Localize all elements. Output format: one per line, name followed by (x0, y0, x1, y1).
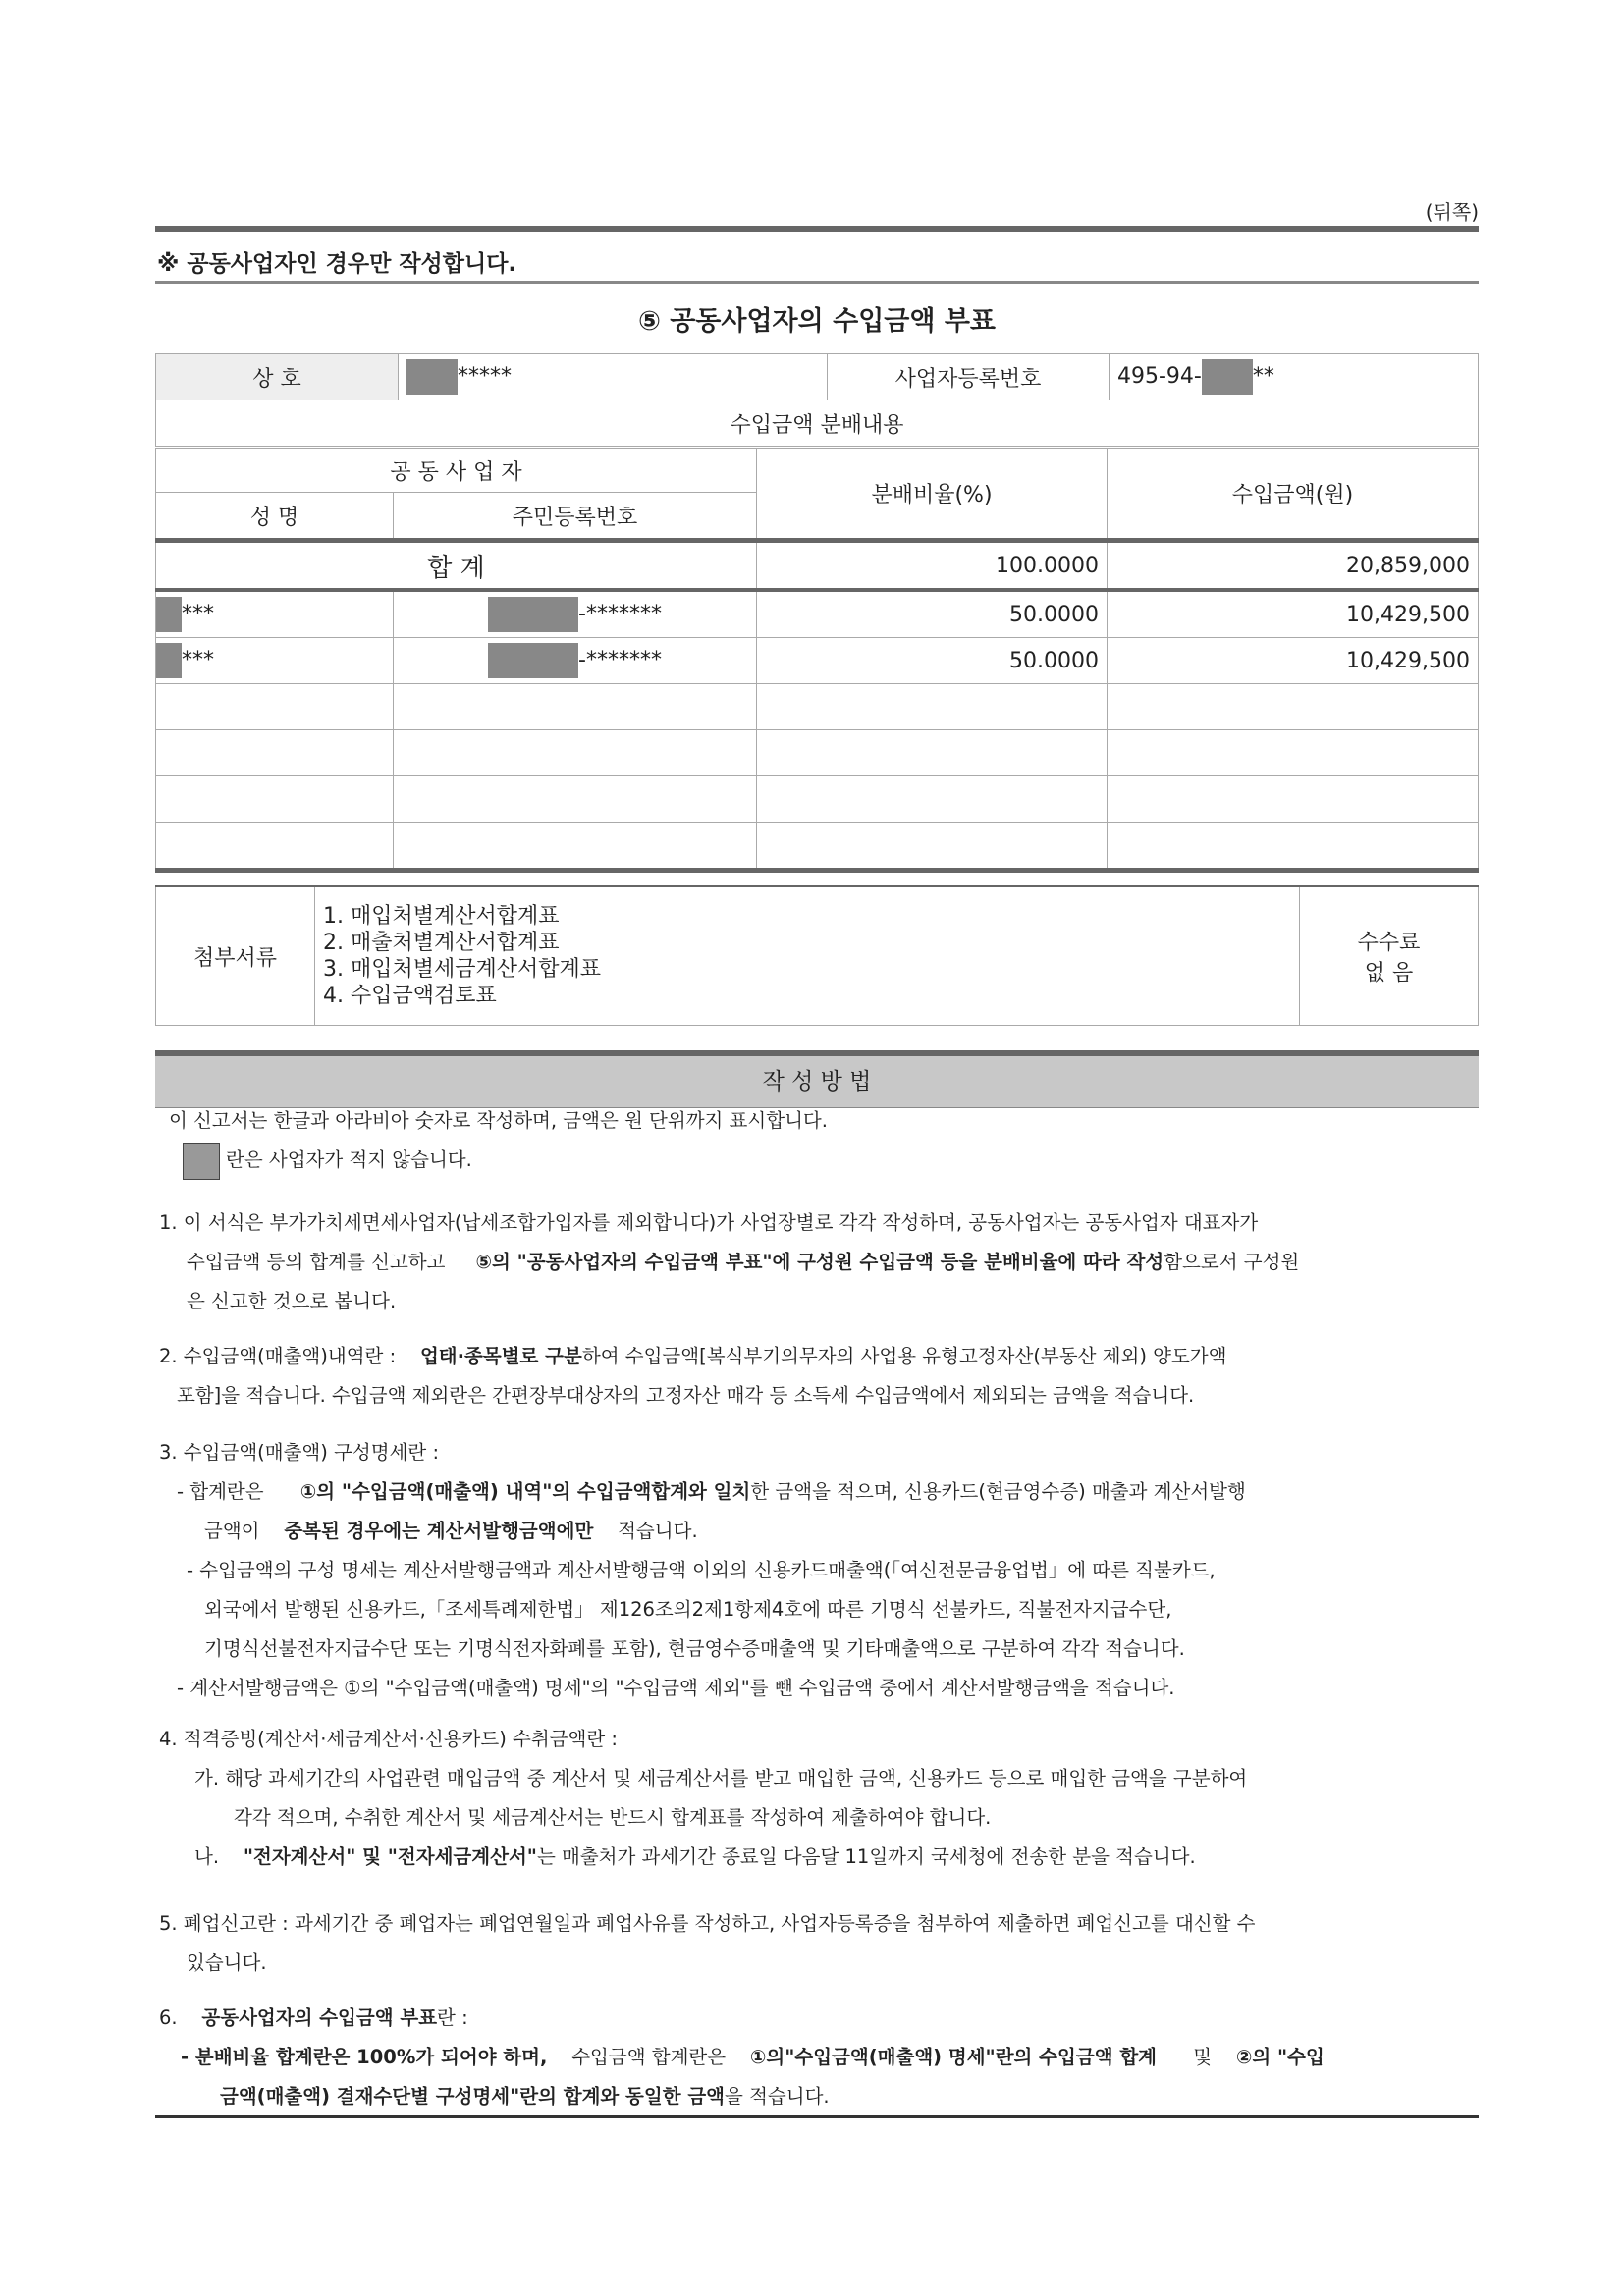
method-section-1 (159, 1203, 1479, 1321)
header-table (155, 353, 1479, 447)
method-text-bold: "전자계산서" 및 "전자세금계산서" (243, 1845, 537, 1868)
company-masked: ***** (458, 364, 512, 389)
partner-resident-no (394, 590, 757, 638)
notice-text: ※ 공동사업자인 경우만 작성합니다. (157, 251, 517, 277)
resident-no-masked: -******* (578, 648, 662, 672)
method-text-bold: ①의"수입금액(매출액) 명세"란의 수입금액 합계 (749, 2046, 1157, 2068)
attachments-label: 첨부서류 (156, 886, 315, 1026)
page-side-label: (뒤쪽) (1425, 200, 1479, 224)
method-text: 적습니다. (618, 1520, 698, 1542)
method-text-bold: - 분배비율 합계란은 100%가 되어야 하며, (181, 2046, 548, 2068)
resident-no-masked: -******* (578, 602, 662, 626)
bizno-suffix: ** (1252, 364, 1274, 389)
partners-header: 공 동 사 업 자 (156, 449, 757, 493)
method-text-bold: 업태·종목별로 구분 (419, 1345, 582, 1367)
bizno-value (1110, 354, 1479, 400)
bottom-rule (155, 2115, 1479, 2118)
method-text: 한 금액을 적으며, 신용카드(현금영수증) 매출과 계산서발행 (750, 1480, 1246, 1503)
method-text: 수입금액 합계란은 (571, 2046, 727, 2068)
box-note: 란은 사업자가 적지 않습니다. (226, 1148, 472, 1171)
method-text: 함으로서 구성원 (1164, 1251, 1300, 1273)
attachment-item: 2. 매출처별계산서합계표 (323, 931, 560, 955)
empty-row (156, 776, 1479, 823)
total-ratio: 100.0000 (757, 541, 1108, 591)
attachments-table (155, 885, 1479, 1026)
empty-row (156, 684, 1479, 730)
methods-intro-block (169, 1101, 1479, 1180)
method-text-bold: ②의 "수입 (1235, 2046, 1325, 2068)
fee-value: 없 음 (1364, 961, 1414, 986)
attachment-item: 4. 수입금액검토표 (323, 984, 497, 1008)
table-row (156, 638, 1479, 684)
method-text-bold: 금액(매출액) 결재수단별 구성명세"란의 합계와 동일한 금액 (220, 2085, 726, 2108)
method-text-bold: 공동사업자의 수입금액 부표 (201, 2006, 438, 2029)
method-text: 기명식선불전자지급수단 또는 기명식전자화폐를 포함), 현금영수증매출액 및 기타매출액으로 구분하여 각각 적습니다. (204, 1637, 1185, 1660)
method-text: 가. 해당 과세기간의 사업관련 매입금액 중 계산서 및 세금계산서를 받고 매입한 금액, 신용카드 등으로 매입한 금액을 구분하여 (194, 1767, 1248, 1789)
partner-name-masked: *** (182, 648, 214, 672)
empty-row (156, 823, 1479, 871)
method-text: - 합계란은 (177, 1480, 264, 1503)
partner-name (156, 590, 394, 638)
fee-cell (1300, 886, 1479, 1026)
form-title: ⑤ 공동사업자의 수입금액 부표 (637, 306, 997, 337)
method-text: 3. 수입금액(매출액) 구성명세란 : (159, 1441, 440, 1464)
method-text: 란 : (437, 2006, 468, 2029)
method-text-bold: 중복된 경우에는 계산서발행금액에만 (284, 1520, 594, 1542)
method-text: - 계산서발행금액은 ①의 "수입금액(매출액) 명세"의 "수입금액 제외"를 뺀 수입금액 중에서 계산서발행금액을 적습니다. (177, 1677, 1175, 1699)
redaction-block (1202, 359, 1253, 395)
ratio-header: 분배비율(%) (757, 449, 1108, 541)
method-text: 나. (194, 1845, 220, 1868)
partner-resident-no (394, 638, 757, 684)
fee-label: 수수료 (1357, 931, 1421, 955)
redaction-block (406, 359, 458, 395)
method-section-6 (159, 1999, 1479, 2116)
method-section-4 (159, 1720, 1479, 1877)
method-text: 는 매출처가 과세기간 종료일 다음달 11일까지 국세청에 전송한 분을 적습니다. (536, 1845, 1196, 1868)
top-rule (155, 226, 1479, 232)
attachment-item: 1. 매입처별계산서합계표 (323, 904, 560, 929)
distribution-table (155, 448, 1479, 873)
total-amount: 20,859,000 (1108, 541, 1479, 591)
method-text: 수입금액 등의 합계를 신고하고 (187, 1251, 446, 1273)
method-text: 4. 적격증빙(계산서·세금계산서·신용카드) 수취금액란 : (159, 1728, 618, 1750)
attachment-item: 3. 매입처별세금계산서합계표 (323, 957, 602, 982)
empty-row (156, 730, 1479, 776)
notice-rule (155, 281, 1479, 284)
company-value (399, 354, 828, 400)
total-label: 합 계 (156, 541, 757, 591)
method-text: 은 신고한 것으로 봅니다. (187, 1290, 397, 1312)
method-section-3 (159, 1433, 1479, 1708)
attachments-list (315, 886, 1300, 1026)
method-text: 하여 수입금액[복식부기의무자의 사업용 유형고정자산(부동산 제외) 양도가액 (581, 1345, 1227, 1367)
method-text: 2. 수입금액(매출액)내역란 : (159, 1345, 397, 1367)
partner-amount: 10,429,500 (1108, 638, 1479, 684)
methods-heading: 작 성 방 법 (155, 1050, 1479, 1108)
partner-ratio: 50.0000 (757, 590, 1108, 638)
company-label: 상 호 (156, 354, 399, 400)
redaction-block (488, 597, 578, 632)
redaction-block (156, 597, 182, 632)
method-text-bold: ①의 "수입금액(매출액) 내역"의 수입금액합계와 일치 (299, 1480, 751, 1503)
method-section-2 (159, 1337, 1479, 1415)
method-text: 5. 폐업신고란 : 과세기간 중 폐업자는 폐업연월일과 폐업사유를 작성하고, 사업자등록증을 첨부하여 제출하면 폐업신고를 대신할 수 (159, 1912, 1256, 1935)
name-header: 성 명 (156, 493, 394, 541)
resident-no-header: 주민등록번호 (394, 493, 757, 541)
partner-amount: 10,429,500 (1108, 590, 1479, 638)
method-text: 각각 적으며, 수취한 계산서 및 세금계산서는 반드시 합계표를 작성하여 제출하여야 합니다. (234, 1806, 992, 1829)
method-text: - 수입금액의 구성 명세는 계산서발행금액과 계산서발행금액 이외의 신용카드매출액(「여신전문금융업법」에 따른 직불카드, (187, 1559, 1216, 1581)
distribution-label: 수입금액 분배내용 (156, 400, 1479, 447)
method-text: 및 (1193, 2046, 1213, 2068)
table-row (156, 590, 1479, 638)
method-text-bold: ⑤의 "공동사업자의 수입금액 부표"에 구성원 수입금액 등을 분배비율에 따라 작성 (475, 1251, 1164, 1273)
method-text: 1. 이 서식은 부가가치세면세사업자(납세조합가입자를 제외합니다)가 사업장별로 각각 작성하며, 공동사업자는 공동사업자 대표자가 (159, 1211, 1259, 1234)
method-text: 있습니다. (187, 1951, 267, 1974)
method-text: 을 적습니다. (725, 2085, 830, 2108)
method-section-5 (159, 1904, 1479, 1983)
amount-header: 수입금액(원) (1108, 449, 1479, 541)
method-text: 6. (159, 2006, 178, 2029)
shaded-box-sample (183, 1143, 220, 1180)
redaction-block (488, 643, 578, 678)
bizno-label: 사업자등록번호 (828, 354, 1110, 400)
bizno-prefix: 495-94- (1117, 364, 1202, 389)
methods-intro: 이 신고서는 한글과 아라비아 숫자로 작성하며, 금액은 원 단위까지 표시합니다. (169, 1109, 828, 1132)
redaction-block (156, 643, 182, 678)
partner-name (156, 638, 394, 684)
method-text: 포함]을 적습니다. 수입금액 제외란은 간편장부대상자의 고정자산 매각 등 소득세 수입금액에서 제외되는 금액을 적습니다. (177, 1384, 1195, 1407)
method-text: 금액이 (204, 1520, 260, 1542)
method-text: 외국에서 발행된 신용카드,「조세특례제한법」 제126조의2제1항제4호에 따른 기명식 선불카드, 직불전자지급수단, (204, 1598, 1172, 1621)
partner-name-masked: *** (182, 602, 214, 626)
partner-ratio: 50.0000 (757, 638, 1108, 684)
